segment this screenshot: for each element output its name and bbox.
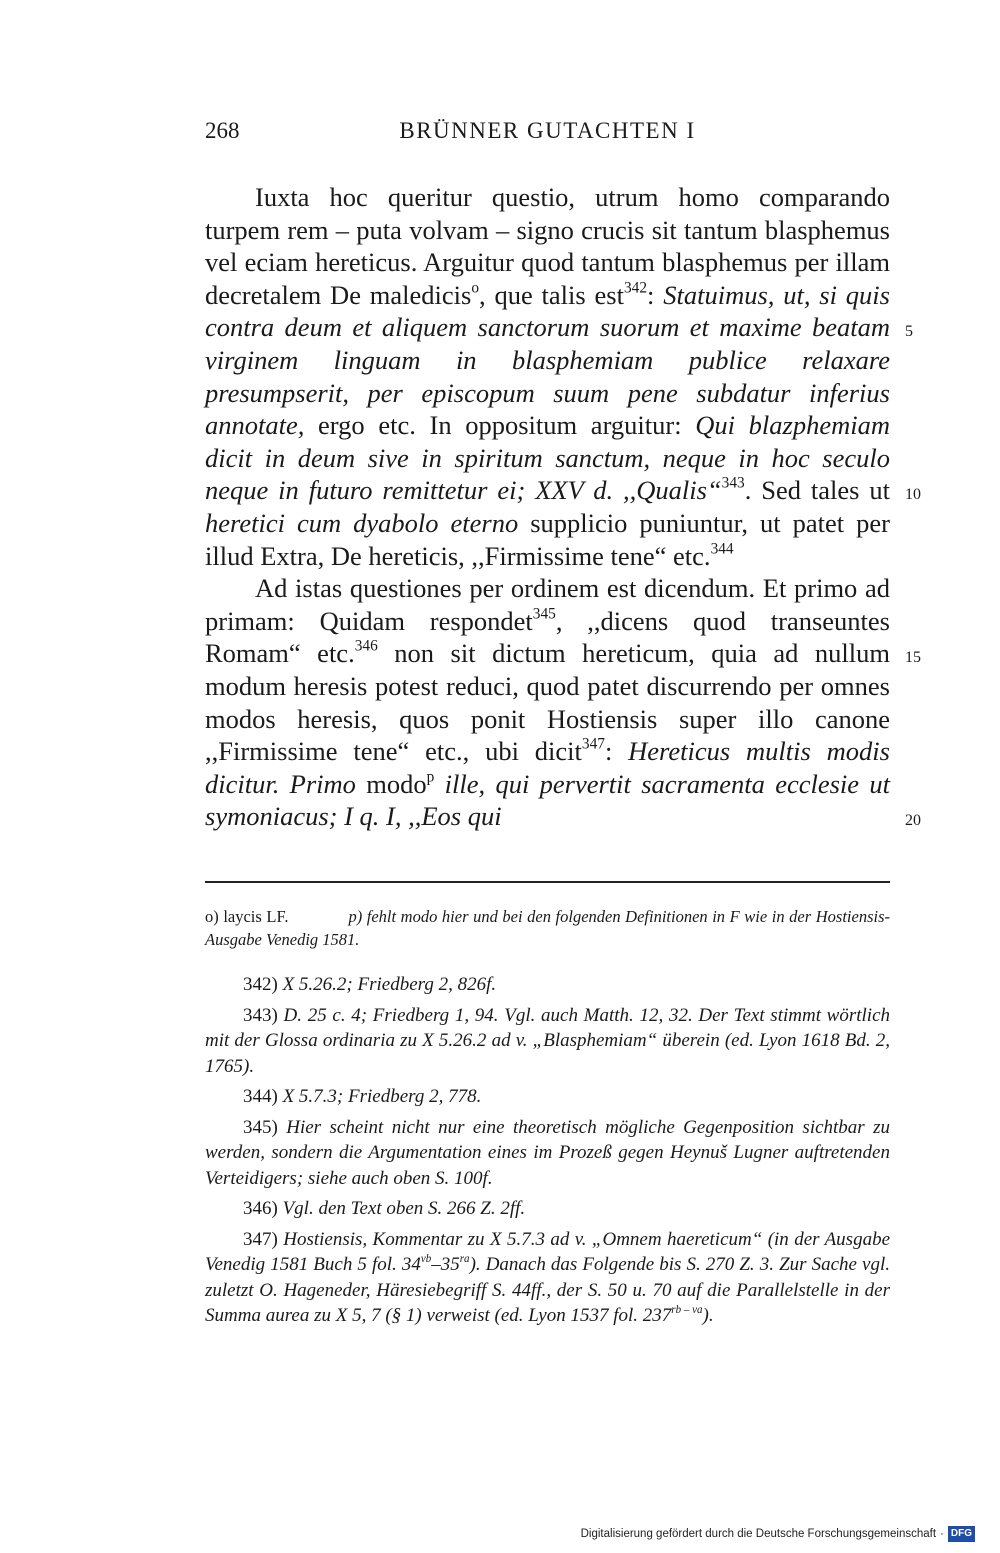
footnote-marker: 345 [532,605,556,623]
quotation: ille, qui pervertit sacramenta ecclesie ut symoniacus; I q. I, ,,Eos qui [205,768,890,832]
footnote-marker: 346 [354,637,378,655]
footnote-text: X 5.7.3; Friedberg 2, 778. [282,1086,482,1107]
footnote [205,1115,890,1192]
running-title: BRÜNNER GUTACHTEN I [399,118,696,143]
footnote [205,1196,890,1222]
text-run: . Sed tales ut [744,475,890,506]
footnote-text: D. 25 c. 4; Friedberg 1, 94. Vgl. auch Matth. 12, 32. Der Text stimmt wörtlich mit der Glossa ordinaria zu X 5.26.2 ad v. „Blasphemiam“ überein (ed. Lyon 1618 Bd. 2, 1765). [205,1004,891,1077]
footnotes [205,972,890,1334]
paragraph [205,572,890,833]
text-run: , que talis est [479,279,624,310]
footnote-marker: 343 [721,474,745,492]
text-run: , ,,dicens quod transeuntes Romam“ etc. [205,605,890,669]
text-run: : [647,279,664,310]
page-number: 268 [205,118,240,143]
text-run: : [604,736,629,767]
footnote-text: –35 [431,1254,460,1275]
footnote [205,1003,890,1080]
footnote-text: X 5.26.2; Friedberg 2, 826f. [282,974,497,995]
footnote-number: 346) [243,1198,278,1219]
footnote-marker: 347 [581,735,605,753]
quotation: Statuimus, ut, si quis contra deum et aliquem sanctorum suorum et maxime beatam virginem linguam in blasphemiam publice relaxare presumpserit, per episcopum suum pene subdatur inferius annotate, [205,279,890,441]
footnote-number: 347) [243,1228,278,1250]
digitization-credit [581,1525,975,1543]
footnote-text: Hier scheint nicht nur eine theoretisch mögliche Gegenposition sichtbar zu werden, sondern die Argumentation eines im Prozeß gegen Heynuš Lugner auftretenden Verteidigers; siehe auch oben S. 100f. [205,1116,891,1189]
dfg-logo: DFG [948,1526,975,1542]
text-run: Iuxta hoc queritur questio, utrum homo comparando turpem rem – puta volvam – signo crucis sit tantum blasphemus vel eciam hereticus. Arguitur quod tantum blasphemus per illam decretalem De maledicis [205,182,890,310]
apparatus-marker: o [471,279,480,297]
quotation: heretici cum dyabolo eterno [205,507,519,538]
footnote-marker: 342 [624,279,648,297]
footnote-marker: 344 [710,540,734,558]
text-run: ergo etc. In oppositum arguitur: [304,410,696,441]
paragraph [205,181,890,572]
footnote-number: 345) [243,1116,278,1138]
footnote-number: 344) [243,1086,278,1107]
footnote-divider [205,881,890,883]
apparatus-note: p) fehlt modo hier und bei den folgenden Definitionen in F wie in der Hostiensis-Ausgabe Venedig 1581. [205,907,890,949]
critical-apparatus [205,905,890,951]
line-number: 15 [905,649,921,666]
folio-superscript: rb – va [671,1303,703,1316]
main-text [205,181,890,833]
text-run: Ad istas questiones per ordinem est dicendum. Et primo ad primam: Quidam respondet [205,573,890,636]
text-run: supplicio puniuntur, ut patet per illud Extra, De hereticis, ,,Firmissime tene“ etc. [205,507,890,571]
line-number: 5 [905,323,913,340]
line-number: 20 [905,812,921,829]
folio-superscript: ra [459,1252,470,1265]
quotation: Qui blazphemiam dicit in deum sive in spiritum sanctum, neque in hoc seculo neque in futuro remittetur ei; XXV d. ,,Qualis“ [205,410,890,506]
quotation: Hereticus multis modis dicitur. Primo [205,736,890,799]
text-run: modo [355,768,427,799]
footnote-number: 343) [243,1004,278,1026]
apparatus-note: o) laycis LF. [205,907,289,926]
footnote-text: Hostiensis, Kommentar zu X 5.7.3 ad v. „Omnem haereticum“ (in der Ausgabe Venedig 1581 Buch 5 fol. 34 [205,1228,891,1275]
footnote-text: Vgl. den Text oben S. 266 Z. 2ff. [282,1198,526,1219]
credit-text: Digitalisierung gefördert durch die Deutsche Forschungsgemeinschaft [580,1528,937,1540]
text-run: non sit dictum hereticum, quia ad nullum modum heresis potest reduci, quod patet discurrendo per omnes modos heresis, quos ponit Hostiensis super illo canone ,,Firmissime tene“ etc., ubi dicit [205,638,891,767]
footnote [205,1084,890,1110]
line-number: 10 [905,486,921,503]
running-head [205,118,890,154]
footnote-text: ). [702,1305,714,1326]
footnote-text: ). Danach das Folgende bis S. 270 Z. 3. Zur Sache vgl. zuletzt O. Hageneder, Häresiebegriff S. 44ff., der S. 50 u. 70 auf die Parallelstelle in der Summa aurea zu X 5, 7 (§ 1) verweist (ed. Lyon 1537 fol. 237 [205,1254,891,1326]
folio-superscript: vb [420,1252,432,1265]
credit-separator: · [940,1528,944,1540]
footnote [205,1227,890,1329]
apparatus-marker: p [426,768,435,786]
footnote-number: 342) [243,974,278,995]
footnote [205,972,890,998]
